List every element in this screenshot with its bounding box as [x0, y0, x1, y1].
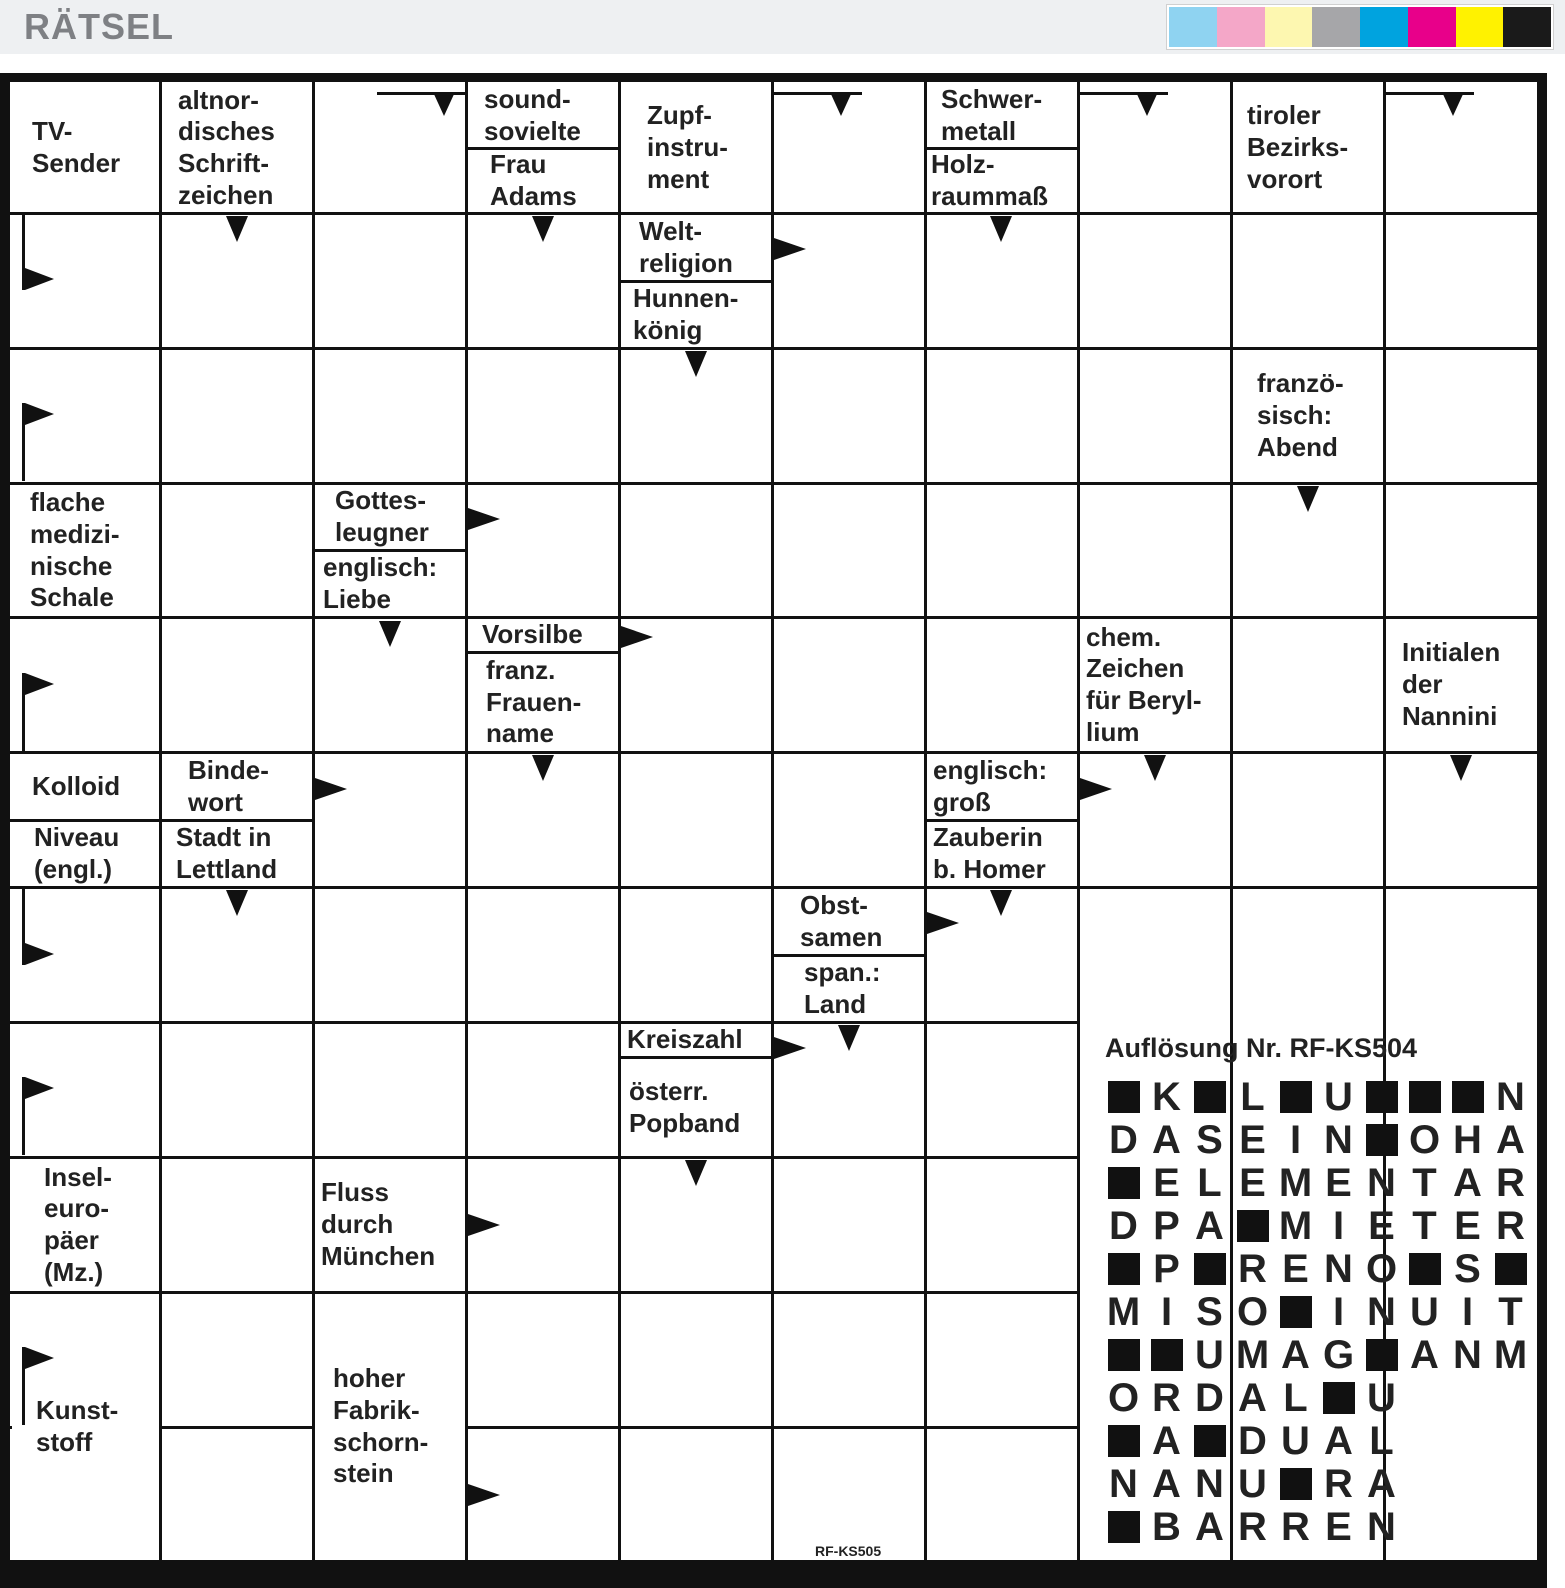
solution-letter: N [1324, 1117, 1353, 1162]
arrow-right-icon [621, 626, 653, 648]
solution-letter: S [1196, 1117, 1223, 1162]
clue-frau-adams [468, 150, 618, 212]
solution-letter: A [1238, 1375, 1267, 1420]
clue-bindewort [162, 754, 312, 819]
solution-block [1102, 1334, 1145, 1376]
clue-text: englisch: Liebe [323, 552, 438, 614]
clue-vorsilbe [468, 619, 618, 651]
grid-line-horizontal [10, 482, 1537, 485]
clue-tiroler [1233, 84, 1383, 212]
color-swatch [1265, 7, 1313, 47]
grid-line-horizontal [10, 1291, 1078, 1294]
solution-letter: L [1197, 1160, 1222, 1205]
solution-letter: H [1453, 1117, 1482, 1162]
clue-englisch-liebe [315, 552, 465, 616]
solution-letter: I [1332, 1289, 1345, 1334]
arrow-right-icon [774, 1037, 806, 1059]
solution-letter: N [1496, 1074, 1525, 1119]
solution-block [1102, 1420, 1145, 1462]
clue-beryllium [1080, 619, 1230, 751]
grid-line-horizontal [10, 1426, 1078, 1429]
arrow-corner-down-icon [1386, 92, 1474, 118]
solution-letter: E [1153, 1160, 1180, 1205]
solution-letter: I [1332, 1203, 1345, 1248]
clue-text: Niveau (engl.) [34, 822, 120, 884]
clue-kreiszahl [621, 1024, 771, 1056]
solution-letter: M [1278, 1160, 1313, 1205]
arrow-corner-right-icon [22, 1077, 56, 1157]
arrow-down-icon [532, 755, 554, 781]
arrow-down-icon [1297, 486, 1319, 512]
solution-letter: O [1107, 1375, 1140, 1420]
clue-englisch-gross [927, 754, 1077, 819]
solution-letter: A [1324, 1418, 1353, 1463]
solution-letter: E [1282, 1246, 1309, 1291]
solution-letter: D [1238, 1418, 1267, 1463]
solution-letter: U [1367, 1375, 1396, 1420]
solution-row [1102, 1162, 1532, 1204]
solution-letter: D [1109, 1203, 1138, 1248]
solution-letter: T [1498, 1289, 1523, 1334]
solution-letter: R [1238, 1246, 1267, 1291]
solution-letter: T [1412, 1160, 1437, 1205]
solution-letter: E [1239, 1160, 1266, 1205]
arrow-right-icon [468, 1214, 500, 1236]
arrow-right-icon [927, 912, 959, 934]
solution-letter: I [1289, 1117, 1302, 1162]
solution-letter: U [1410, 1289, 1439, 1334]
color-swatch [1360, 7, 1408, 47]
clue-niveau [12, 822, 159, 886]
clue-text: Kunst- stoff [36, 1394, 119, 1457]
clue-holzraummass [927, 150, 1077, 212]
solution-title: Auflösung Nr. RF-KS504 [1105, 1033, 1418, 1063]
solution-letter: A [1367, 1461, 1396, 1506]
clue-hunnenkoenig [621, 283, 771, 347]
clue-text: Kolloid [32, 770, 121, 801]
solution-block [1317, 1377, 1360, 1419]
solution-block [1145, 1334, 1188, 1376]
clue-gottesleugner [315, 485, 465, 549]
arrow-right-icon [774, 238, 806, 260]
clue-text: flache medizi- nische Schale [30, 487, 120, 613]
grid-line-vertical [771, 82, 774, 1560]
grid-line-horizontal [10, 616, 1537, 619]
solution-row [1102, 1248, 1532, 1290]
arrow-down-icon [226, 890, 248, 916]
solution-letter: A [1195, 1203, 1224, 1248]
solution-row [1102, 1076, 1532, 1118]
clue-inseleuropaer [12, 1159, 159, 1291]
clue-text: Zupf- instru- ment [647, 100, 728, 194]
clue-nannini [1386, 619, 1536, 751]
solution-row [1102, 1334, 1532, 1376]
grid-line-vertical [465, 82, 468, 1560]
solution-letter: E [1325, 1160, 1352, 1205]
arrow-corner-right-icon [22, 212, 56, 292]
clue-text: Initialen der Nannini [1402, 637, 1501, 731]
clue-text: Vorsilbe [482, 619, 583, 650]
solution-letter: N [1367, 1504, 1396, 1549]
solution-letter: A [1281, 1332, 1310, 1377]
arrow-down-icon [838, 1025, 860, 1051]
solution-block [1403, 1076, 1446, 1118]
arrow-down-icon [685, 351, 707, 377]
solution-letter: D [1109, 1117, 1138, 1162]
solution-letter: R [1281, 1504, 1310, 1549]
solution-block [1274, 1076, 1317, 1118]
solution-letter: P [1153, 1246, 1180, 1291]
clue-text: Welt- religion [639, 215, 733, 278]
solution-letter: N [1195, 1461, 1224, 1506]
solution-letter: M [1278, 1203, 1313, 1248]
solution-block [1188, 1248, 1231, 1290]
solution-letter: E [1325, 1504, 1352, 1549]
clue-soundsovielte [468, 84, 618, 147]
solution-block [1102, 1162, 1145, 1204]
solution-row [1102, 1205, 1532, 1247]
solution-letter: A [1453, 1160, 1482, 1205]
solution-block [1360, 1076, 1403, 1118]
solution-letter: P [1153, 1203, 1180, 1248]
clue-schornstein [315, 1294, 465, 1559]
clue-schwermetall [927, 84, 1077, 147]
clue-franz-frauenname [468, 654, 618, 751]
solution-letter: M [1493, 1332, 1528, 1377]
color-swatch [1456, 7, 1504, 47]
clue-altnordisches [162, 84, 312, 212]
solution-block [1274, 1291, 1317, 1333]
solution-block [1102, 1506, 1145, 1548]
clue-text: Binde- wort [188, 754, 269, 817]
arrow-down-icon [226, 216, 248, 242]
solution-letter: K [1152, 1074, 1181, 1119]
solution-letter: L [1369, 1418, 1394, 1463]
solution-row [1102, 1506, 1403, 1548]
arrow-corner-right-icon [22, 887, 56, 967]
clue-text: franz. Frauen- name [486, 654, 582, 749]
clue-text: Fluss durch München [321, 1177, 436, 1271]
solution-letter: G [1322, 1332, 1355, 1377]
arrow-down-icon [1144, 755, 1166, 781]
solution-letter: B [1152, 1504, 1181, 1549]
clue-weltreligion [621, 215, 771, 280]
solution-letter: M [1235, 1332, 1270, 1377]
clue-obstsamen [774, 889, 924, 954]
solution-letter: A [1410, 1332, 1439, 1377]
page-title: RÄTSEL [24, 6, 174, 47]
solution-letter: D [1195, 1375, 1224, 1420]
solution-letter: L [1240, 1074, 1265, 1119]
clue-tv-sender [12, 84, 159, 212]
solution-letter: U [1238, 1461, 1267, 1506]
solution-letter: S [1196, 1289, 1223, 1334]
arrow-corner-down-icon [774, 92, 862, 118]
clue-fluss [315, 1159, 465, 1291]
clue-text: Zauberin b. Homer [933, 822, 1046, 884]
clue-kolloid [12, 754, 159, 819]
solution-block [1188, 1076, 1231, 1118]
solution-block [1360, 1334, 1403, 1376]
solution-letter: N [1367, 1289, 1396, 1334]
solution-row [1102, 1420, 1403, 1462]
solution-block [1188, 1420, 1231, 1462]
clue-span-land [774, 957, 924, 1021]
clue-text: englisch: groß [933, 754, 1048, 817]
solution-letter: E [1239, 1117, 1266, 1162]
solution-block [1489, 1248, 1532, 1290]
solution-letter: U [1281, 1418, 1310, 1463]
solution-letter: N [1367, 1160, 1396, 1205]
solution-block [1102, 1248, 1145, 1290]
solution-letter: E [1454, 1203, 1481, 1248]
solution-letter: N [1109, 1461, 1138, 1506]
arrow-down-icon [990, 890, 1012, 916]
clue-text: sound- sovielte [484, 84, 581, 146]
solution-letter: A [1152, 1418, 1181, 1463]
clue-text: Holz- raummaß [931, 150, 1049, 211]
solution-block [1360, 1119, 1403, 1161]
solution-letter: N [1324, 1246, 1353, 1291]
solution-letter: E [1368, 1203, 1395, 1248]
arrow-right-icon [1080, 778, 1112, 800]
clue-text: Stadt in Lettland [176, 822, 278, 884]
arrow-down-icon [532, 216, 554, 242]
color-calibration-bar [1166, 4, 1554, 50]
solution-letter: R [1496, 1203, 1525, 1248]
color-swatch [1503, 7, 1551, 47]
clue-text: franzö- sisch: Abend [1257, 368, 1344, 462]
solution-block [1446, 1076, 1489, 1118]
solution-letter: O [1365, 1246, 1398, 1291]
solution-row [1102, 1463, 1403, 1505]
grid-line-horizontal [10, 1021, 1078, 1024]
clue-flache-schale [12, 485, 159, 616]
clue-text: tiroler Bezirks- vorort [1247, 100, 1349, 194]
clue-zupfinstrument [621, 84, 771, 212]
solution-letter: I [1461, 1289, 1474, 1334]
clue-text: hoher Fabrik- schorn- stein [333, 1363, 429, 1489]
arrow-right-icon [315, 778, 347, 800]
arrow-down-icon [1450, 755, 1472, 781]
clue-text: altnor- disches Schrift- zeichen [178, 84, 275, 210]
solution-block [1274, 1463, 1317, 1505]
arrow-down-icon [379, 621, 401, 647]
solution-letter: L [1283, 1375, 1308, 1420]
solution-letter: A [1152, 1461, 1181, 1506]
clue-franzoesisch-abend [1233, 350, 1383, 482]
arrow-corner-right-icon [22, 673, 56, 753]
solution-letter: R [1496, 1160, 1525, 1205]
clue-text: Frau Adams [490, 150, 577, 211]
solution-letter: O [1408, 1117, 1441, 1162]
arrow-corner-down-icon [1080, 92, 1168, 118]
solution-letter: U [1195, 1332, 1224, 1377]
arrow-corner-down-icon [377, 92, 465, 118]
puzzle-code: RF-KS505 [815, 1543, 882, 1559]
solution-block [1231, 1205, 1274, 1247]
solution-row [1102, 1119, 1532, 1161]
color-swatch [1312, 7, 1360, 47]
clue-popband [621, 1059, 771, 1156]
solution-letter: O [1236, 1289, 1269, 1334]
color-swatch [1169, 7, 1217, 47]
solution-letter: S [1454, 1246, 1481, 1291]
solution-letter: R [1324, 1461, 1353, 1506]
clue-text: TV- Sender [32, 116, 121, 178]
arrow-corner-right-icon [22, 1347, 56, 1427]
clue-text: Insel- euro- päer (Mz.) [44, 1161, 112, 1287]
solution-block [1403, 1248, 1446, 1290]
solution-row [1102, 1291, 1532, 1333]
page-header [0, 0, 1565, 54]
clue-zauberin [927, 822, 1077, 886]
solution-row [1102, 1377, 1403, 1419]
color-swatch [1217, 7, 1265, 47]
solution-letter: T [1412, 1203, 1437, 1248]
solution-letter: M [1106, 1289, 1141, 1334]
arrow-right-icon [468, 508, 500, 530]
solution-letter: U [1324, 1074, 1353, 1119]
clue-text: Obst- samen [800, 889, 883, 952]
solution-letter: N [1453, 1332, 1482, 1377]
grid-line-horizontal [10, 212, 1537, 215]
arrow-right-icon [468, 1484, 500, 1506]
solution-letter: A [1496, 1117, 1525, 1162]
solution-letter: A [1152, 1117, 1181, 1162]
solution-letter: R [1152, 1375, 1181, 1420]
solution-letter: A [1195, 1504, 1224, 1549]
solution-block [1102, 1076, 1145, 1118]
clue-text: chem. Zeichen für Beryl- lium [1086, 621, 1202, 747]
arrow-down-icon [685, 1160, 707, 1186]
clue-text: österr. Popband [629, 1075, 741, 1138]
clue-stadt-lettland [162, 822, 312, 886]
clue-text: span.: Land [804, 957, 881, 1019]
grid-line-horizontal [10, 1156, 1078, 1159]
solution-letter: I [1160, 1289, 1173, 1334]
solution-letter: R [1238, 1504, 1267, 1549]
clue-text: Schwer- metall [941, 84, 1043, 146]
arrow-down-icon [990, 216, 1012, 242]
arrow-corner-right-icon [22, 403, 56, 483]
color-swatch [1408, 7, 1456, 47]
clue-text: Kreiszahl [627, 1024, 743, 1055]
clue-text: Hunnen- könig [633, 283, 739, 345]
clue-text: Gottes- leugner [335, 485, 429, 547]
